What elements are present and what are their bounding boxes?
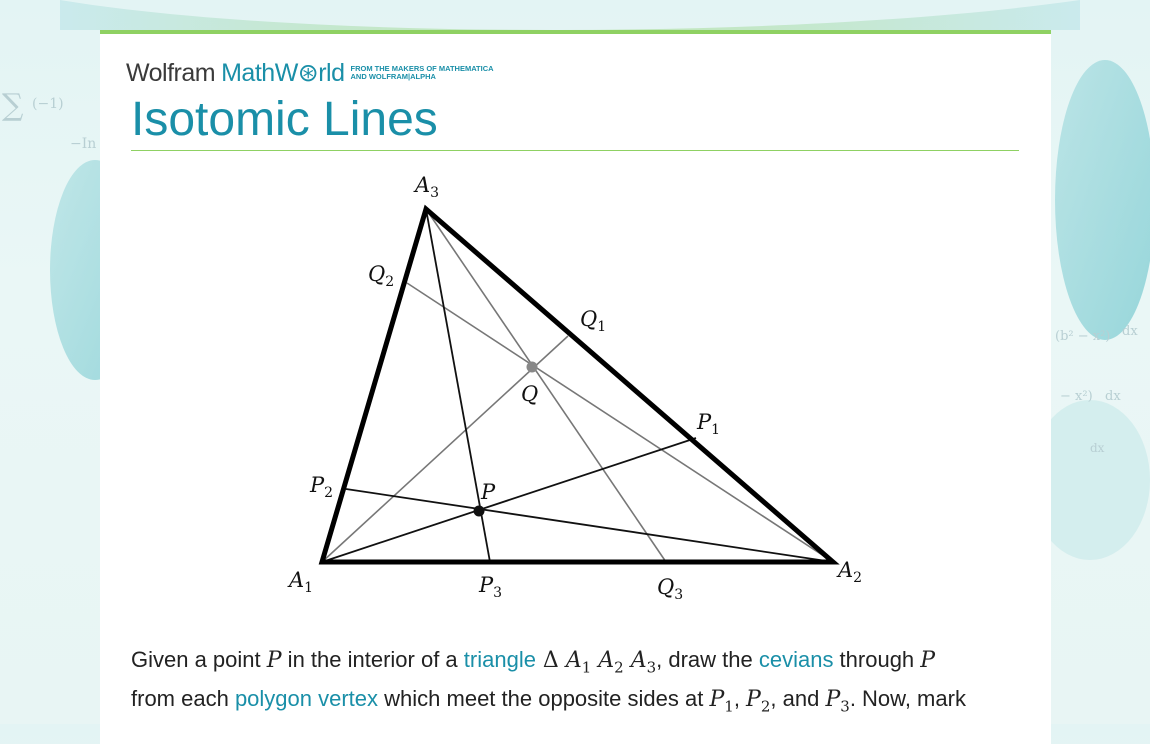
svg-text:dx: dx: [1122, 324, 1138, 339]
math-p2: $P_2$: [746, 687, 771, 716]
label-q: Q: [521, 382, 539, 406]
cevians: [322, 209, 833, 562]
logo-tagline-2: AND WOLFRAM|ALPHA: [350, 72, 436, 81]
svg-text:dx: dx: [1105, 389, 1121, 404]
label-q1: $Q_1$: [580, 307, 607, 335]
article-paragraph: Given a point P in the interior of a triangle Δ $A_1$ $A_2$ $A_3$, draw the cevians through P from each polygon vertex which meet the opposite sides at $P_1$, $P_2$, and $P_3$. Now, mark: [131, 647, 966, 716]
text: . Now, mark: [849, 686, 966, 712]
math-p3: $P_3$: [825, 687, 850, 716]
logo-mathworld: MathW⊛rld: [221, 59, 345, 87]
label-p: P: [481, 480, 496, 504]
text: which meet the opposite sides at: [378, 686, 710, 712]
math-p: P: [920, 648, 936, 673]
line-a2-q2: [407, 283, 833, 562]
text: from each: [131, 686, 235, 712]
math-a1: $A_1$ $A_2$ $A_3$: [565, 648, 657, 677]
page-title: Isotomic Lines: [131, 93, 438, 146]
svg-text:− x²): − x²): [1060, 389, 1093, 404]
label-p1: $P_1$: [697, 410, 721, 438]
label-a3: $A_3$: [415, 173, 440, 201]
label-q3: $Q_3$: [657, 575, 684, 603]
label-p3: $P_3$: [479, 573, 503, 601]
link-cevians[interactable]: cevians: [758, 647, 834, 672]
logo-tagline-1: FROM THE MAKERS OF MATHEMATICA: [350, 64, 494, 73]
text: , draw the: [656, 647, 759, 672]
math-delta: Δ: [535, 648, 566, 673]
point-q: [527, 362, 538, 373]
label-q2: $Q_2$: [368, 262, 395, 290]
math-p1: $P_1$: [709, 687, 734, 716]
article-card: [100, 30, 1051, 744]
svg-text:∑: ∑: [2, 88, 24, 123]
link-triangle[interactable]: triangle: [463, 647, 536, 672]
svg-text:(b² − x²): (b² − x²): [1055, 329, 1111, 344]
label-a1: $A_1$: [289, 568, 314, 596]
logo-wolfram: Wolfram: [126, 58, 216, 87]
text: , and: [770, 686, 826, 712]
text: Given a point: [131, 647, 267, 672]
text: through: [833, 647, 921, 672]
point-p: [474, 506, 485, 517]
isotomic-cevians: [322, 209, 833, 562]
isotomic-lines-figure: [100, 34, 1051, 634]
svg-text:−In: −In: [70, 136, 97, 152]
label-p2: $P_2$: [310, 473, 334, 501]
line-a1-p1: [322, 438, 696, 562]
link-polygon-vertex[interactable]: polygon vertex: [234, 686, 379, 712]
svg-text:(−1): (−1): [32, 96, 64, 112]
math-p: P: [266, 648, 282, 673]
svg-text:dx: dx: [1090, 441, 1105, 455]
text: in the interior of a: [281, 647, 464, 672]
triangle: [322, 209, 833, 562]
label-a2: $A_2$: [838, 558, 863, 586]
